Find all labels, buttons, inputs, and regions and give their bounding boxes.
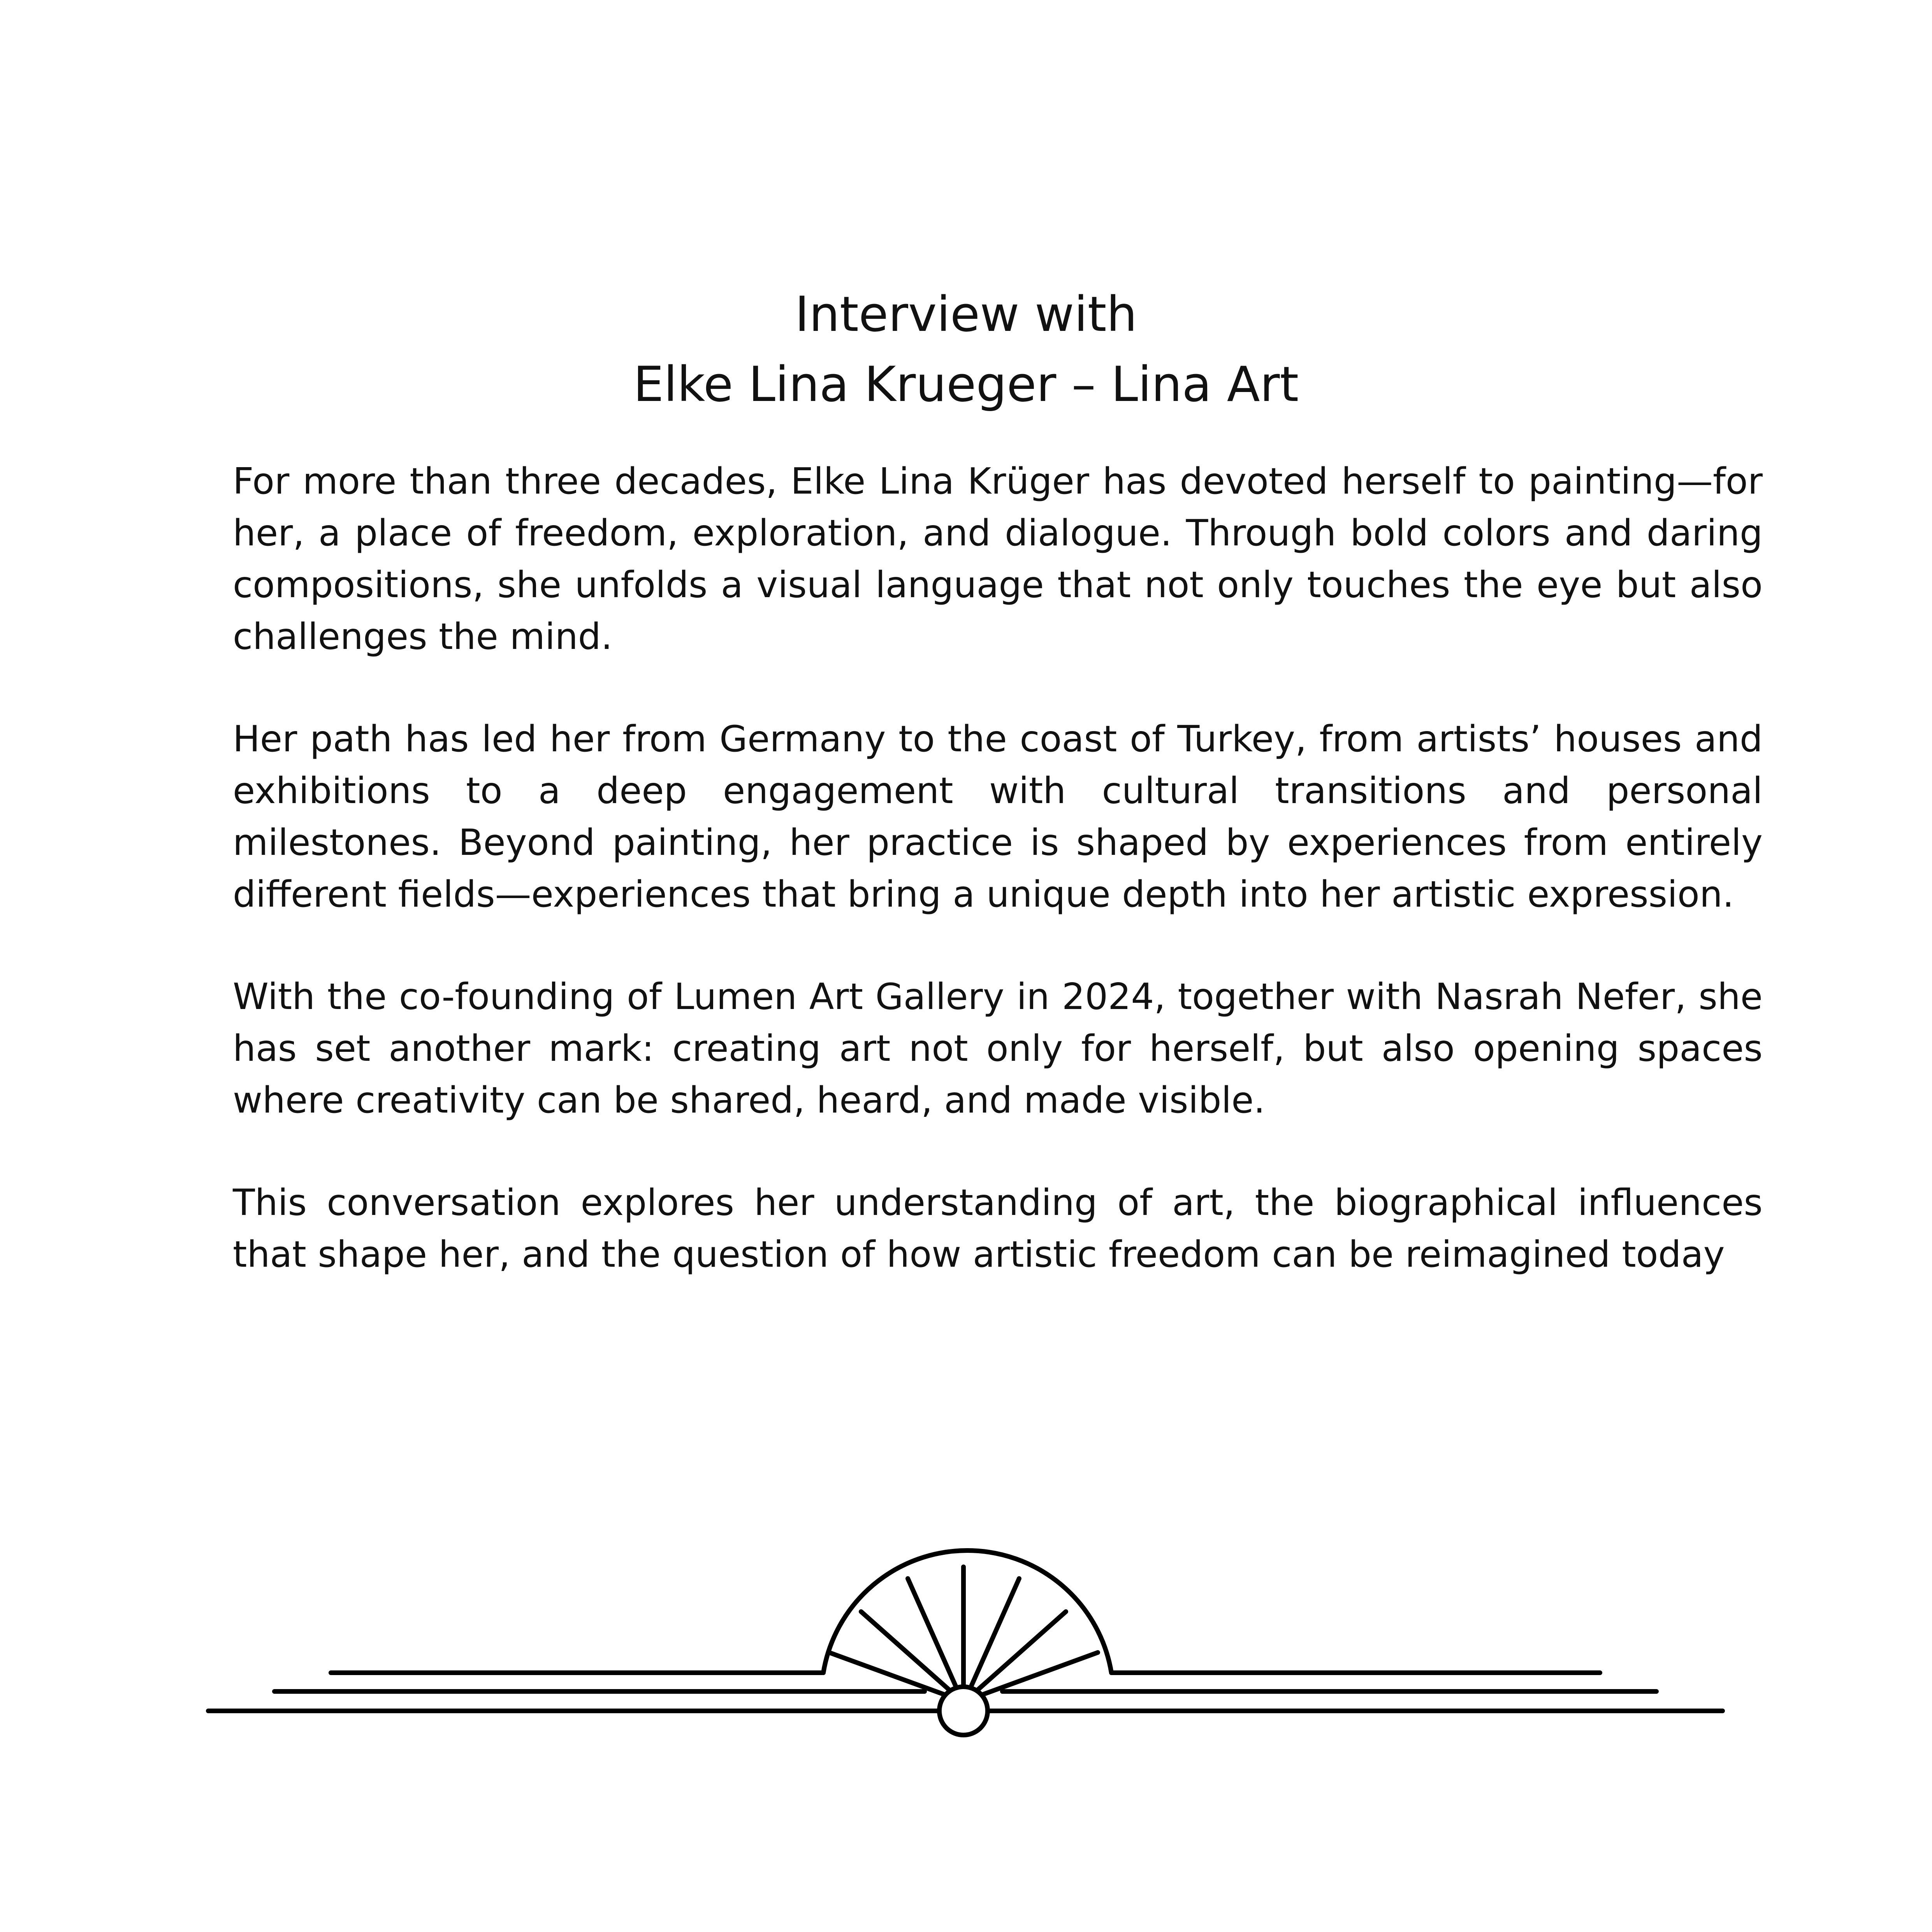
paragraph-conversation: This conversation explores her understanding of art, the biographical influences that shape her, and the question of how artistic freedom can be reimagined today bbox=[233, 1181, 1763, 1275]
ornament-center-circle bbox=[939, 1687, 988, 1735]
paragraph-gallery: With the co-founding of Lumen Art Gallery in 2024, together with Nasrah Nefer, she has set another mark: creating art not only for herself, but also opening spaces where creativity can be shared, heard, and made visible. bbox=[233, 976, 1763, 1121]
title-line-2: Elke Lina Krueger – Lina Art bbox=[633, 357, 1299, 413]
sunrise-ornament-icon bbox=[0, 1538, 1932, 1771]
body-text bbox=[233, 455, 1763, 1331]
page-title bbox=[0, 280, 1932, 420]
title-line-1: Interview with bbox=[795, 287, 1137, 343]
paragraph-intro: For more than three decades, Elke Lina Krüger has devoted herself to painting—for her, a place of freedom, exploration, and dialogue. Through bold colors and daring compositions, she unfolds a visual language that not only touches the eye but also challenges the mind. bbox=[233, 460, 1763, 657]
paragraph-path: Her path has led her from Germany to the coast of Turkey, from artists’ houses and exhibitions to a deep engagement with cultural transitions and personal milestones. Beyond painting, her practice is shaped by experiences from entirely different fields—experiences that bring a unique depth into her artistic expression. bbox=[233, 718, 1763, 915]
